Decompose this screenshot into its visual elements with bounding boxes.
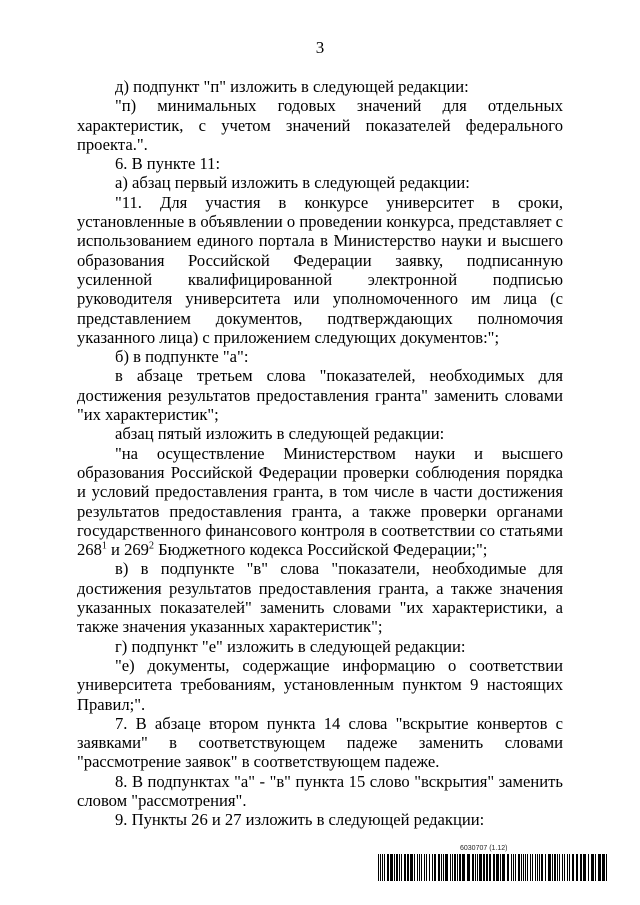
- print-code: 6030707 (1.12): [460, 845, 508, 852]
- paragraph: 8. В подпунктах "а" - "в" пункта 15 слово "вскрытия" заменить словом "рассмотрения".: [77, 771, 563, 810]
- paragraph: в абзаце третьем слова "показателей, необходимых для достижения результатов предоставления гранта" заменить словами "их характеристик";: [77, 366, 563, 425]
- paragraph: "11. Для участия в конкурсе университет в сроки, установленные в объявлении о проведении конкурса, представляет с использованием единого портала в Министерство науки и высшего образования Российской Федерации заявку, подписанную усиленной квалифицированной электронной подписью руководителя университета или уполномоченного им лица (с представлением документов, подтверждающих полномочия указанного лица) с приложением следующих документов:";: [77, 192, 563, 347]
- paragraph-text: и 269: [106, 540, 149, 560]
- paragraph: д) подпункт "п" изложить в следующей редакции:: [115, 77, 469, 96]
- paragraph: в) в подпункте "в" слова "показатели, необходимые для достижения результатов предоставления гранта, а также значения указанных показателей" заменить словами "их характеристики, а также значения указанных характеристик";: [77, 559, 563, 637]
- paragraph: 7. В абзаце втором пункта 14 слова "вскрытие конвертов с заявками" в соответствующем падеже заменить словами "рассмотрение заявок" в соответствующем падеже.: [77, 713, 563, 772]
- superscript: 2: [148, 540, 154, 552]
- paragraph: а) абзац первый изложить в следующей редакции:: [115, 173, 470, 193]
- superscript: 1: [101, 540, 107, 552]
- paragraph: абзац пятый изложить в следующей редакции:: [115, 424, 445, 444]
- paragraph: "п) минимальных годовых значений для отдельных характеристик, с учетом значений показателей федерального проекта.".: [77, 96, 563, 154]
- paragraph: "е) документы, содержащие информацию о соответствии университета требованиям, установленным пунктом 9 настоящих Правил;".: [77, 655, 563, 714]
- page-number: 3: [315, 38, 325, 57]
- paragraph-with-footnotes: [77, 444, 563, 560]
- paragraph: 6. В пункте 11:: [115, 154, 221, 174]
- paragraph: г) подпункт "е" изложить в следующей редакции:: [115, 636, 466, 656]
- paragraph: 9. Пункты 26 и 27 изложить в следующей редакции:: [115, 810, 485, 830]
- barcode: [378, 854, 608, 881]
- paragraph-text: Бюджетного кодекса Российской Федерации;";: [153, 540, 488, 560]
- paragraph: б) в подпункте "а":: [115, 347, 249, 367]
- paragraph-text: "на осуществление Министерством науки и высшего образования Российской Федерации проверки соблюдения порядка и условий предоставления гранта, в том числе в части достижения результатов предоставления гранта, а также проверки органами государственного финансового контроля в соответствии со статьями 268: [77, 443, 563, 560]
- document-body: [77, 77, 563, 830]
